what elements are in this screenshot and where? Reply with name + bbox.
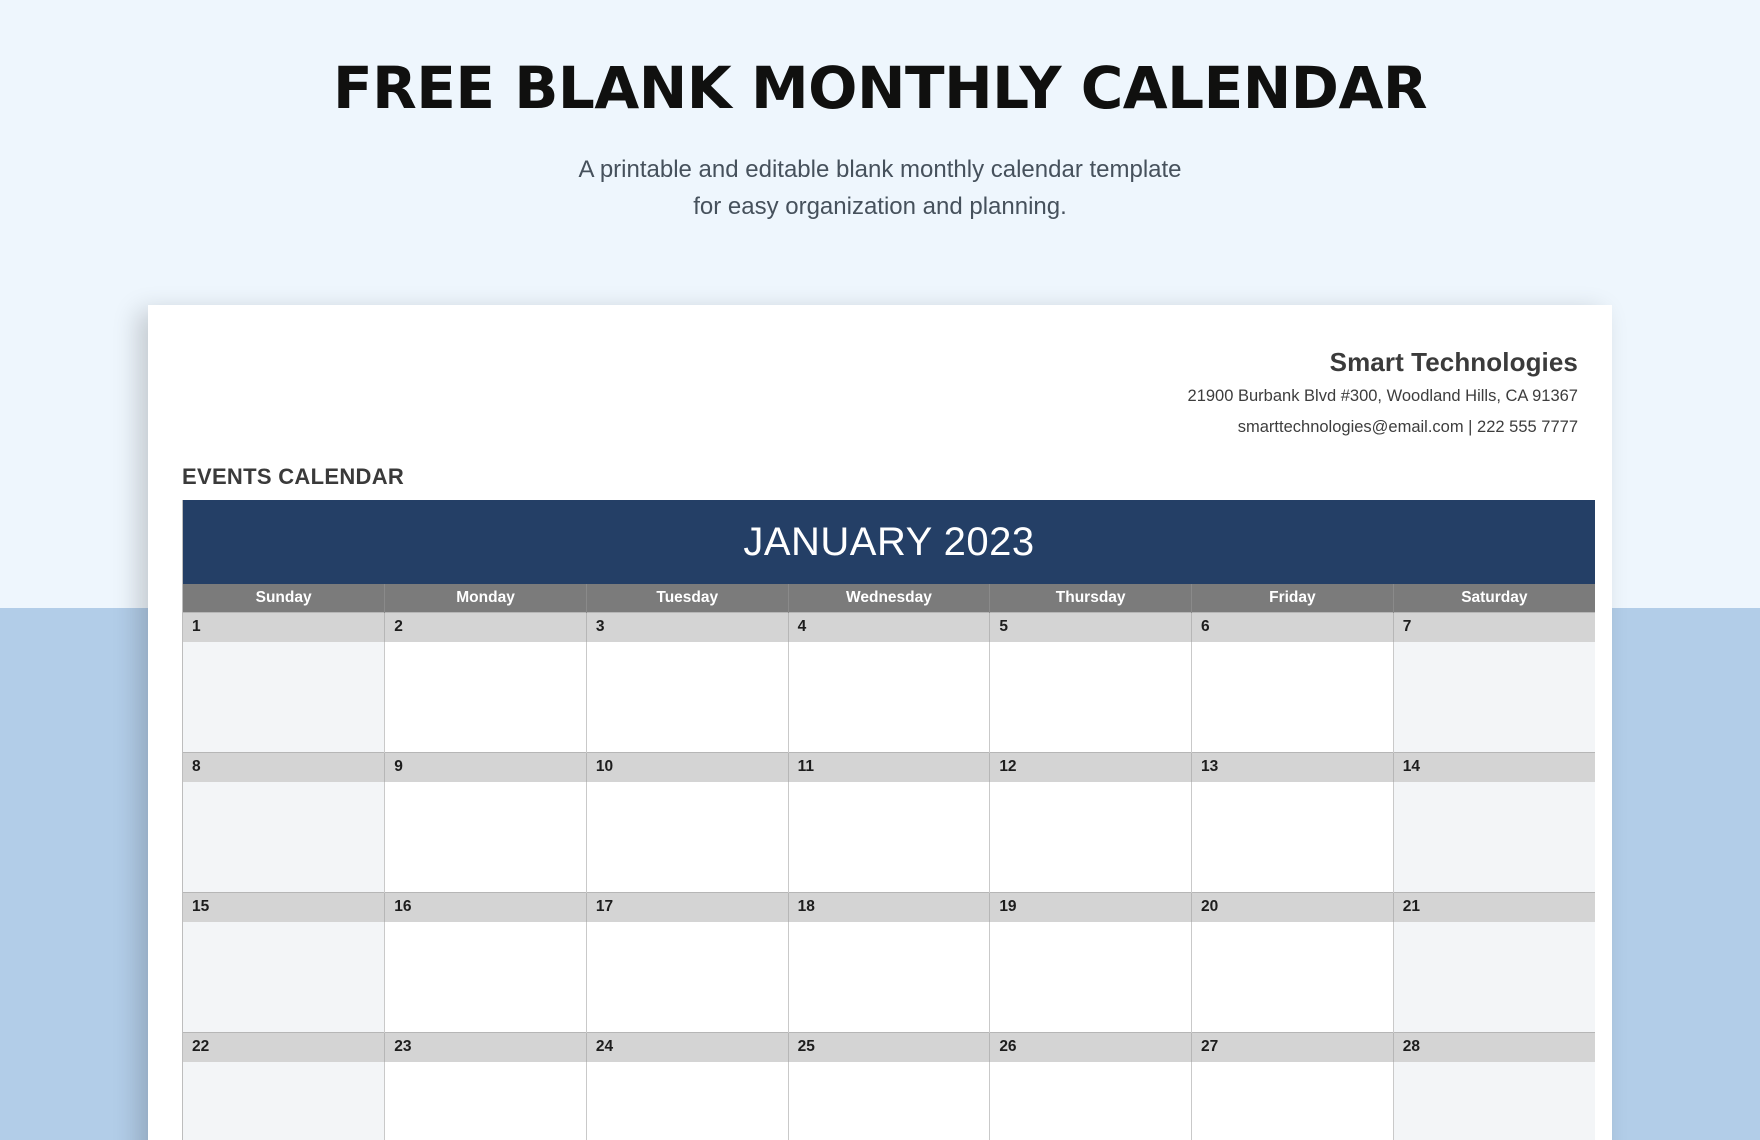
- day-number: 8: [183, 752, 385, 782]
- day-cell[interactable]: [1393, 922, 1595, 1032]
- day-number: 2: [385, 612, 587, 642]
- day-number: 20: [1192, 892, 1394, 922]
- day-number: 18: [788, 892, 990, 922]
- day-cell[interactable]: [385, 782, 587, 892]
- day-cell[interactable]: [990, 922, 1192, 1032]
- day-cell[interactable]: [183, 1062, 385, 1140]
- day-number: 11: [788, 752, 990, 782]
- calendar-table: [183, 500, 1595, 1140]
- day-cell[interactable]: [990, 642, 1192, 752]
- day-number: 13: [1192, 752, 1394, 782]
- day-cell[interactable]: [1393, 1062, 1595, 1140]
- day-cell[interactable]: [990, 1062, 1192, 1140]
- day-number: 5: [990, 612, 1192, 642]
- day-cell[interactable]: [183, 642, 385, 752]
- day-number: 25: [788, 1032, 990, 1062]
- page-subtitle-line-1: A printable and editable blank monthly calendar template: [578, 155, 1182, 183]
- calendar-daybody-row: [183, 1062, 1595, 1140]
- company-contact: smarttechnologies@email.com | 222 555 7777: [1237, 418, 1578, 437]
- day-cell[interactable]: [788, 642, 990, 752]
- day-number: 26: [990, 1032, 1192, 1062]
- day-cell[interactable]: [788, 782, 990, 892]
- day-number: 7: [1393, 612, 1595, 642]
- dow-friday: Friday: [1192, 584, 1394, 612]
- calendar-table-wrapper: [182, 500, 1594, 1140]
- calendar-daynum-row: [183, 752, 1595, 782]
- day-cell[interactable]: [586, 642, 788, 752]
- calendar-daynum-row: [183, 1032, 1595, 1062]
- dow-monday: Monday: [385, 584, 587, 612]
- day-cell[interactable]: [385, 922, 587, 1032]
- day-number: 16: [385, 892, 587, 922]
- calendar-month-title: JANUARY 2023: [183, 500, 1595, 584]
- day-cell[interactable]: [183, 782, 385, 892]
- calendar-daynum-row: [183, 892, 1595, 922]
- page-subtitle: [390, 151, 1370, 225]
- day-number: 17: [586, 892, 788, 922]
- company-address: 21900 Burbank Blvd #300, Woodland Hills, CA 91367: [1187, 387, 1578, 406]
- day-number: 3: [586, 612, 788, 642]
- calendar-daynum-row: [183, 612, 1595, 642]
- day-cell[interactable]: [586, 782, 788, 892]
- calendar-daybody-row: [183, 642, 1595, 752]
- day-number: 4: [788, 612, 990, 642]
- dow-thursday: Thursday: [990, 584, 1192, 612]
- company-info: [182, 305, 1578, 440]
- day-cell[interactable]: [1192, 642, 1394, 752]
- calendar-daybody-row: [183, 782, 1595, 892]
- calendar-title-row: [183, 500, 1595, 584]
- day-cell[interactable]: [788, 922, 990, 1032]
- day-number: 19: [990, 892, 1192, 922]
- day-number: 23: [385, 1032, 587, 1062]
- day-number: 15: [183, 892, 385, 922]
- hero-section: [0, 0, 1760, 225]
- page-subtitle-line-2: for easy organization and planning.: [693, 193, 1067, 221]
- dow-saturday: Saturday: [1393, 584, 1595, 612]
- day-number: 6: [1192, 612, 1394, 642]
- day-cell[interactable]: [1192, 922, 1394, 1032]
- day-cell[interactable]: [1393, 782, 1595, 892]
- day-cell[interactable]: [1393, 642, 1595, 752]
- day-cell[interactable]: [183, 922, 385, 1032]
- day-number: 27: [1192, 1032, 1394, 1062]
- day-number: 24: [586, 1032, 788, 1062]
- dow-tuesday: Tuesday: [586, 584, 788, 612]
- events-calendar-label: EVENTS CALENDAR: [182, 464, 405, 490]
- calendar-daybody-row: [183, 922, 1595, 1032]
- day-number: 12: [990, 752, 1192, 782]
- day-cell[interactable]: [1192, 1062, 1394, 1140]
- day-cell[interactable]: [586, 922, 788, 1032]
- dow-wednesday: Wednesday: [788, 584, 990, 612]
- day-cell[interactable]: [385, 642, 587, 752]
- company-name: Smart Technologies: [1329, 347, 1578, 377]
- day-number: 9: [385, 752, 587, 782]
- day-number: 28: [1393, 1032, 1595, 1062]
- day-number: 10: [586, 752, 788, 782]
- day-cell[interactable]: [385, 1062, 587, 1140]
- dow-sunday: Sunday: [183, 584, 385, 612]
- day-number: 22: [183, 1032, 385, 1062]
- page-title: FREE BLANK MONTHLY CALENDAR: [333, 54, 1427, 122]
- day-cell[interactable]: [586, 1062, 788, 1140]
- calendar-dow-row: [183, 584, 1595, 612]
- calendar-document: [148, 305, 1612, 1140]
- day-number: 1: [183, 612, 385, 642]
- day-cell[interactable]: [990, 782, 1192, 892]
- day-number: 14: [1393, 752, 1595, 782]
- day-number: 21: [1393, 892, 1595, 922]
- day-cell[interactable]: [1192, 782, 1394, 892]
- day-cell[interactable]: [788, 1062, 990, 1140]
